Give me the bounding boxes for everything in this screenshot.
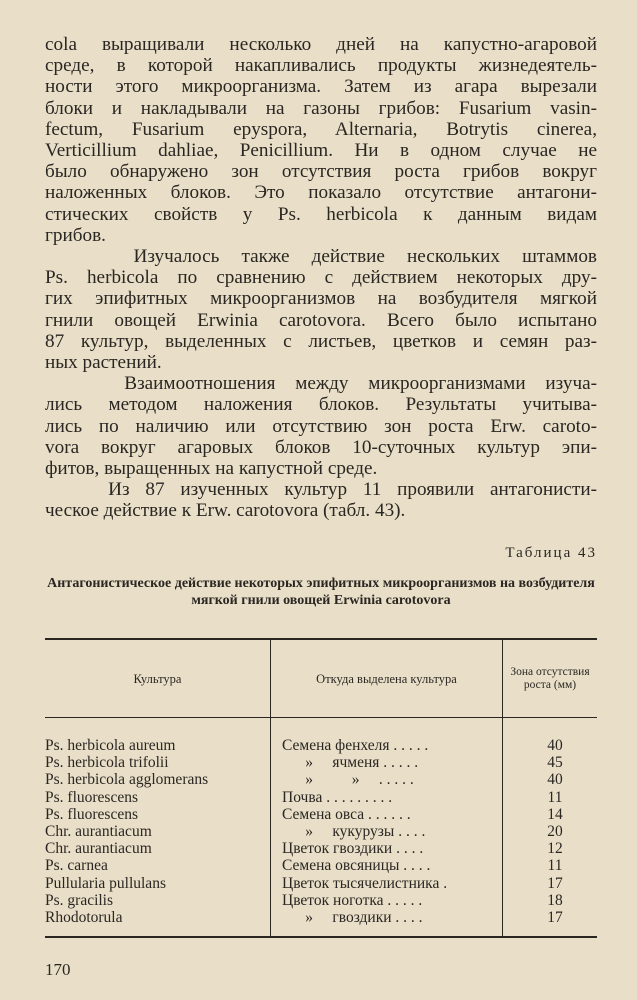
table-row xyxy=(45,909,597,926)
culture-cell: Ps. carnea xyxy=(45,857,108,875)
zone-cell: 17 xyxy=(547,908,563,926)
body-text xyxy=(45,34,597,522)
culture-cell: Ps. herbicola trifolii xyxy=(45,754,169,772)
page-number: 170 xyxy=(45,960,71,979)
culture-cell: Ps. gracilis xyxy=(45,891,114,909)
source-cell: Цветок тысячелистника . xyxy=(282,874,448,892)
table-row xyxy=(45,840,597,857)
zone-cell: 11 xyxy=(547,857,563,875)
table-row xyxy=(45,754,597,771)
table-row xyxy=(45,737,597,754)
text-line: Из 87 изученных культур 11 проявили антагонисти- xyxy=(45,479,597,501)
culture-cell: Ps. fluorescens xyxy=(45,788,138,806)
text-line: ческое действие к Erw. carotovora (табл. 43). xyxy=(45,500,406,522)
text-line: лись методом наложения блоков. Результаты учитыва- xyxy=(45,394,597,416)
header-source: Откуда выделена культура xyxy=(316,671,457,686)
text-line: лись по наличию или отсутствию зон роста Erw. caroto- xyxy=(45,415,597,437)
zone-cell: 17 xyxy=(547,874,563,892)
table-row xyxy=(45,806,597,823)
zone-cell: 12 xyxy=(547,840,563,858)
zone-cell: 40 xyxy=(547,771,563,789)
source-cell: Цветок гвоздики . . . . xyxy=(282,840,424,858)
culture-cell: Pullularia pullulans xyxy=(45,874,166,892)
source-cell: Семена овса . . . . . . xyxy=(282,805,411,823)
text-line: Взаимоотношения между микроорганизмами изуча- xyxy=(45,373,597,395)
table-row xyxy=(45,823,597,840)
source-cell: Почва . . . . . . . . . xyxy=(282,788,393,806)
source-cell: Семена овсяницы . . . . xyxy=(282,857,431,875)
text-line: ности этого микроорганизма. Затем из агара вырезали xyxy=(45,76,597,98)
text-line: было обнаружено зон отсутствия роста грибов вокруг xyxy=(45,161,597,183)
text-line: ных растений. xyxy=(45,352,162,374)
text-line: гих эпифитных микроорганизмов на возбудителя мягкой xyxy=(45,288,597,310)
culture-cell: Ps. herbicola aureum xyxy=(45,737,176,754)
table-header-rule xyxy=(45,717,597,718)
table-bottom-rule xyxy=(45,936,597,938)
source-cell: » гвоздики . . . . xyxy=(282,908,423,926)
text-line: Изучалось также действие нескольких штаммов xyxy=(45,246,597,268)
text-line: fectum, Fusarium epyspora, Alternaria, Botrytis cinerea, xyxy=(45,118,597,140)
source-cell: » кукурузы . . . . xyxy=(282,822,426,840)
table-row xyxy=(45,857,597,874)
zone-cell: 45 xyxy=(547,754,563,772)
text-line: cola выращивали несколько дней на капустно-агаровой xyxy=(45,34,597,55)
text-line: Verticillium dahliae, Penicillium. Ни в одном случае не xyxy=(45,140,597,162)
zone-cell: 14 xyxy=(547,805,563,823)
text-line: грибов. xyxy=(45,224,106,246)
source-cell: Цветок ноготка . . . . . xyxy=(282,891,423,909)
text-line: гнили овощей Erwinia carotovora. Всего было испытано xyxy=(45,309,597,331)
text-line: наложенных блоков. Это показало отсутствие антагони- xyxy=(45,182,597,204)
table-body xyxy=(45,737,597,926)
table-row xyxy=(45,771,597,788)
text-line: стических свойств у Ps. herbicola к данным видам xyxy=(45,203,597,225)
zone-cell: 20 xyxy=(547,822,563,840)
source-cell: » » . . . . . xyxy=(282,771,414,789)
zone-cell: 40 xyxy=(547,737,563,754)
table-label: Таблица 43 xyxy=(505,545,597,561)
text-line: фитов, выращенных на капустной среде. xyxy=(45,458,378,480)
table-title: Антагонистическое действие некоторых эпифитных микроорганизмов на возбудителя мягкой гнили овощей Erwinia carotovora xyxy=(47,576,595,608)
source-cell: Семена фенхеля . . . . . xyxy=(282,737,429,754)
source-cell: » ячменя . . . . . xyxy=(282,754,419,772)
text-line: vora вокруг агаровых блоков 10-суточных культур эпи- xyxy=(45,436,597,458)
table-row xyxy=(45,789,597,806)
text-line: среде, в которой накапливались продукты жизнедеятель- xyxy=(45,55,597,77)
culture-cell: Ps. fluorescens xyxy=(45,805,138,823)
zone-cell: 18 xyxy=(547,891,563,909)
culture-cell: Ps. herbicola agglomerans xyxy=(45,771,209,789)
text-line: Ps. herbicola по сравнению с действием некоторых дру- xyxy=(45,267,597,289)
text-line: 87 культур, выделенных с листьев, цветков и семян раз- xyxy=(45,330,597,352)
culture-cell: Rhodotorula xyxy=(45,908,123,926)
culture-cell: Chr. aurantiacum xyxy=(45,822,152,840)
header-culture: Культура xyxy=(133,671,182,686)
table-row xyxy=(45,875,597,892)
header-zone: Зона отсутствия роста (мм) xyxy=(510,665,590,691)
zone-cell: 11 xyxy=(547,788,563,806)
table-row xyxy=(45,892,597,909)
text-line: блоки и накладывали на газоны грибов: Fusarium vasin- xyxy=(45,97,597,119)
culture-cell: Chr. aurantiacum xyxy=(45,840,152,858)
